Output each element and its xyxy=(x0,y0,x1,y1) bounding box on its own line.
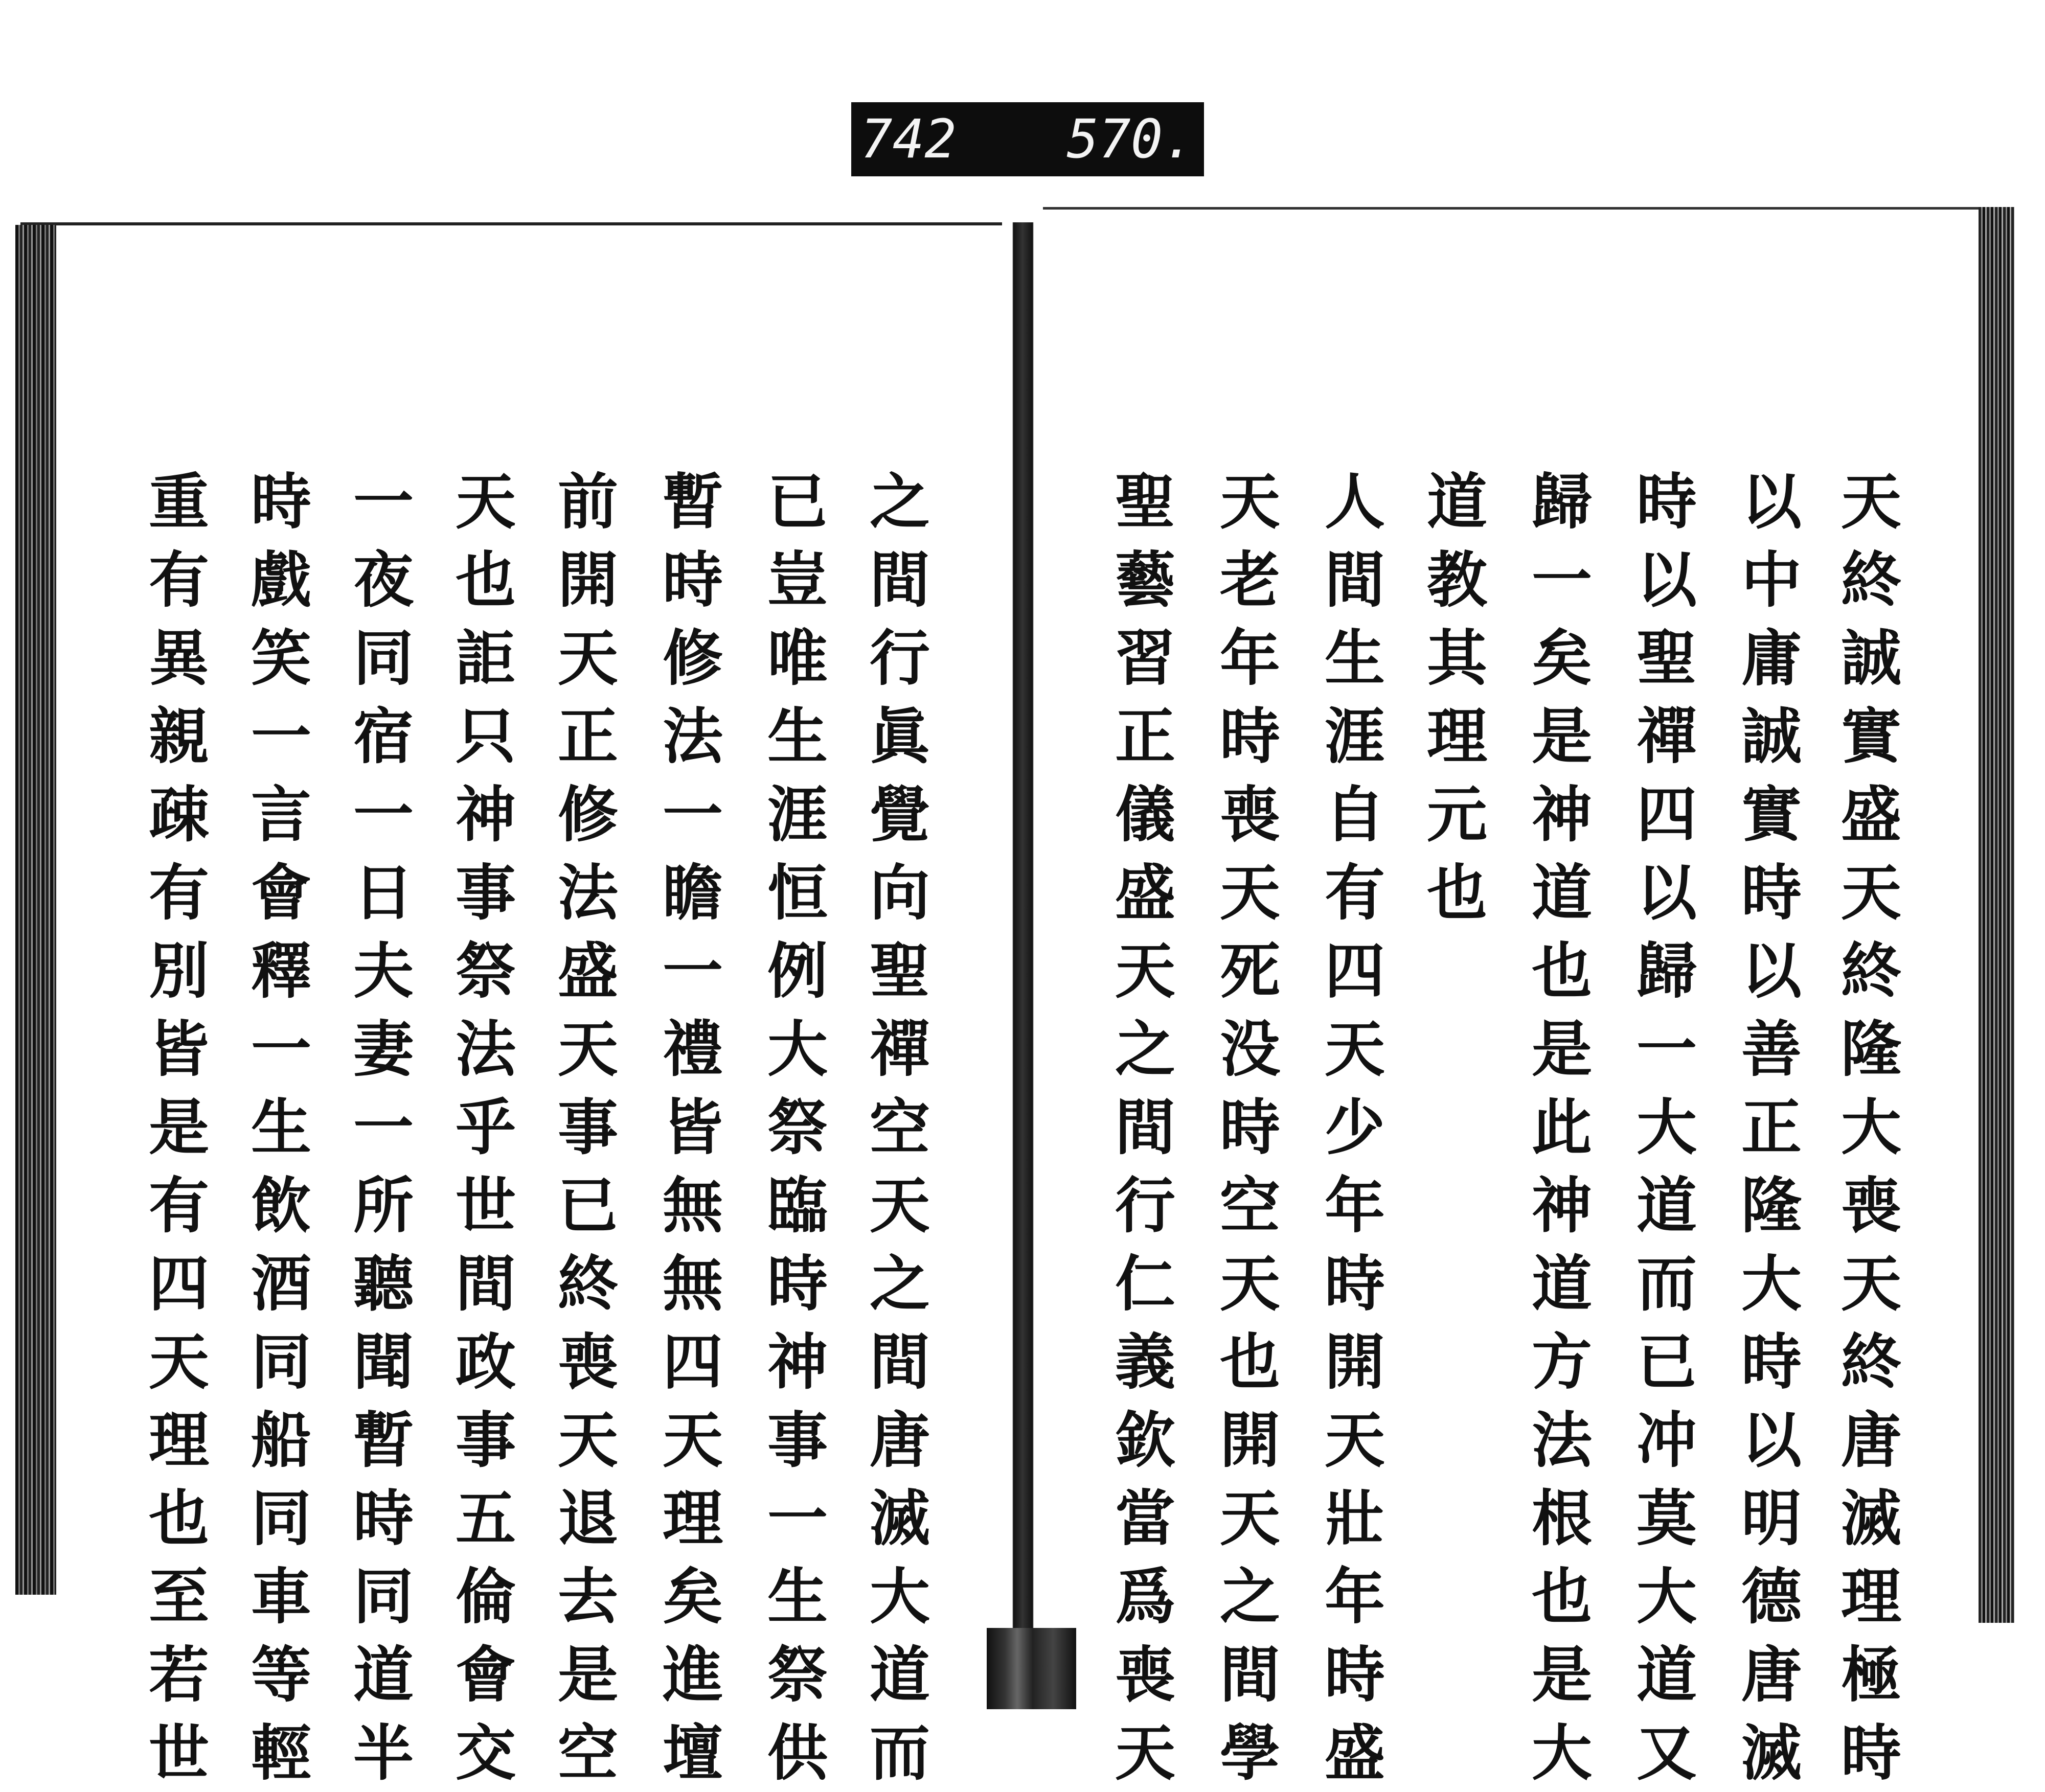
right-column-7: 天老年時喪天死没時空天也開天之間學 xyxy=(1219,466,1280,1788)
right-page-edge xyxy=(1979,207,2014,1623)
left-column-1: 之間行眞覺向聖禪空天之間唐滅大道而 xyxy=(869,466,930,1788)
left-page-edge xyxy=(15,225,56,1595)
right-column-3: 時以聖禪四以歸一大道而已冲莫大道又 xyxy=(1636,466,1697,1788)
book-spine-shadow xyxy=(987,1628,1076,1709)
archive-number-left: 742 xyxy=(860,108,957,170)
left-column-8: 重有異親疎有別皆是有四天理也至若世 xyxy=(148,466,209,1788)
right-column-1: 天終誠實盛天終隆大喪天終唐滅理極時 xyxy=(1840,466,1901,1788)
left-column-4: 前開天正修法盛天事已終喪天退去是空 xyxy=(557,466,618,1788)
right-column-4: 歸一矣是神道也是此神道方法根也是大 xyxy=(1531,466,1592,1788)
left-column-2: 已豈唯生涯恒例大祭臨時神事一生祭供 xyxy=(767,466,828,1788)
left-column-3: 暫時修法一瞻一禮皆無無四天理矣進壇 xyxy=(662,466,723,1788)
right-column-6: 人間生涯自有四天少年時開天壯年時盛 xyxy=(1324,466,1385,1788)
left-column-7: 時戲笑一言會釋一生飲酒同船同車等輕 xyxy=(251,466,311,1788)
archive-number-right: 570. xyxy=(1066,108,1195,170)
book-gutter xyxy=(1002,222,1051,1674)
left-column-5: 天也詎只神事祭法乎世間政事五倫會交 xyxy=(455,466,516,1788)
right-column-5: 道教其理元也 xyxy=(1426,466,1487,928)
right-column-8: 聖藝習正儀盛天之間行仁義欽當爲喪天 xyxy=(1115,466,1175,1788)
left-column-6: 一夜同宿一日夫妻一所聽聞暫時同道半 xyxy=(353,466,414,1788)
right-column-2: 以中庸誠實時以善正隆大時以明德唐滅 xyxy=(1741,466,1802,1788)
